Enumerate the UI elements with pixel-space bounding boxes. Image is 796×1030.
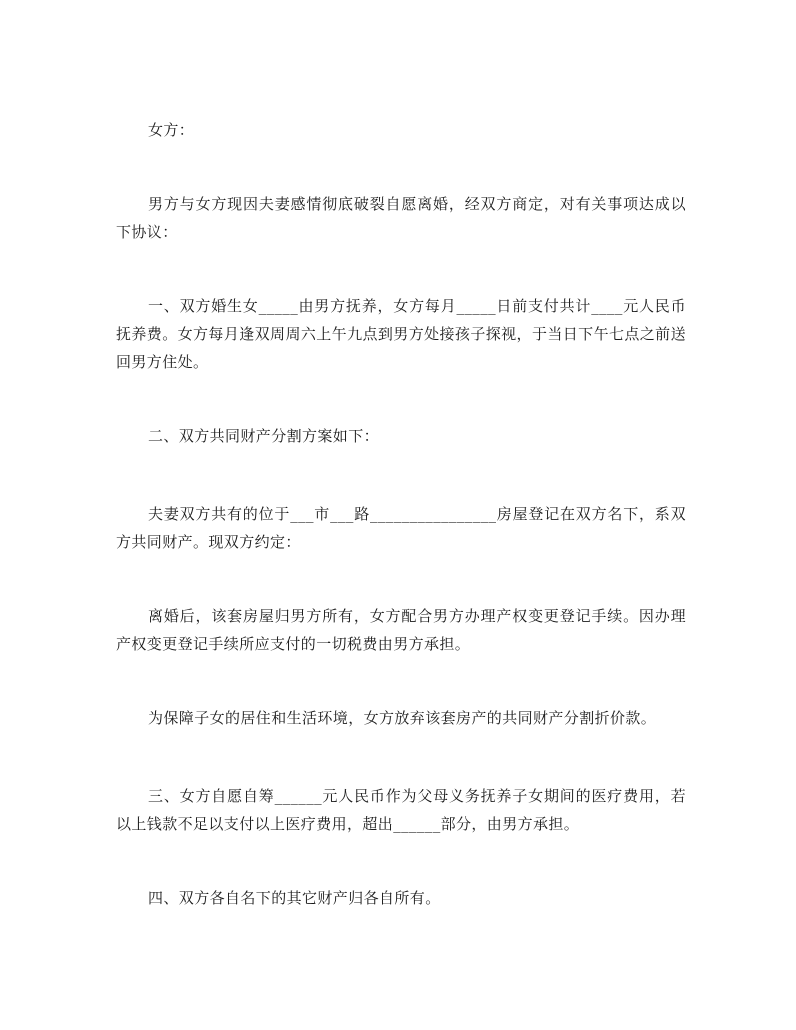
clause-one-child-custody: 一、双方婚生女_____由男方抚养，女方每月_____日前支付共计____元人民币抚养费。女方每月逢双周周六上午九点到男方处接孩子探视，于当日下午七点之前送回男方住处。 xyxy=(116,297,686,371)
property-description-paragraph: 夫妻双方共有的位于___市___路________________房屋登记在双方名下，系双方共同财产。现双方约定： xyxy=(116,505,686,551)
property-waiver-paragraph: 为保障子女的居住和生活环境，女方放弃该套房产的共同财产分割折价款。 xyxy=(148,709,657,727)
clause-three-medical-expenses: 三、女方自愿自筹______元人民币作为父母义务抚养子女期间的医疗费用，若以上钱款不足以支付以上医疗费用，超出______部分，由男方承担。 xyxy=(116,787,686,833)
agreement-intro-paragraph: 男方与女方现因夫妻感情彻底破裂自愿离婚，经双方商定，对有关事项达成以下协议： xyxy=(116,195,686,241)
clause-four-other-property: 四、双方各自名下的其它财产归各自所有。 xyxy=(148,889,441,907)
clause-two-heading: 二、双方共同财产分割方案如下： xyxy=(148,427,380,445)
property-transfer-paragraph: 离婚后，该套房屋归男方所有，女方配合男方办理产权变更登记手续。因办理产权变更登记手续所应支付的一切税费由男方承担。 xyxy=(116,607,686,653)
party-female-label: 女方： xyxy=(148,121,195,139)
